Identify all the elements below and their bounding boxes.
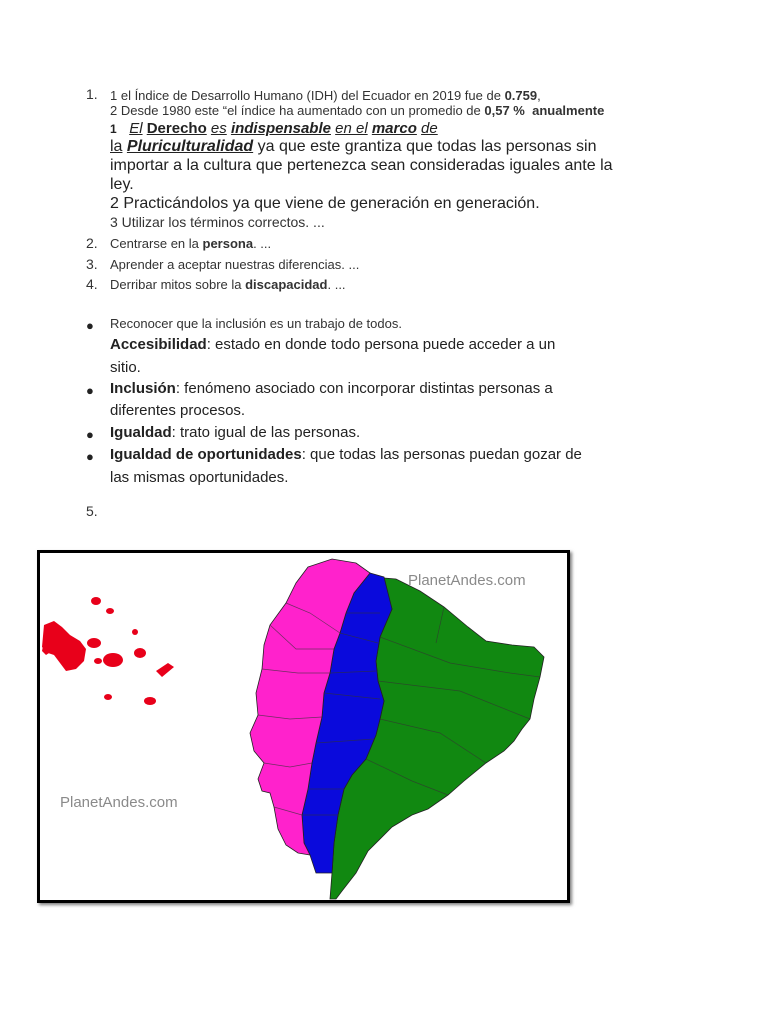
bullet-icon: ● (86, 318, 94, 333)
island (132, 629, 138, 635)
list-number-5: 5. (86, 503, 98, 519)
derecho-line2 (110, 138, 596, 156)
term-igualdad-oportunidades: Igualdad de oportunidades (110, 446, 302, 463)
word-la: la (110, 138, 123, 155)
growth-unit: anualmente (532, 103, 605, 118)
bullet-icon: ● (86, 427, 94, 442)
list-item-4 (110, 277, 346, 292)
watermark-top: PlanetAndes.com (408, 572, 526, 589)
island (144, 697, 156, 705)
def-inclusion: : fenómeno asociado con incorporar distintas personas a (175, 380, 553, 397)
igualdad-line (110, 424, 360, 441)
ecuador-regions-map (37, 550, 570, 903)
growth-text: 2 Desde 1980 este “el índice ha aumentado con un promedio de (110, 103, 485, 118)
idh-suffix: , (537, 88, 541, 103)
derecho-line1 (110, 120, 438, 137)
practicandolos-line: 2 Practicándolos ya que viene de generación en generación. (110, 195, 540, 212)
word-es: es (210, 120, 227, 137)
word-derecho: Derecho (146, 120, 207, 137)
item2-text: Centrarse en la (110, 236, 203, 251)
derecho-line2-rest: ya que este grantiza que todas las personas sin (253, 138, 597, 155)
word-marco: marco (371, 120, 417, 137)
word-en-el: en el (335, 120, 368, 137)
accesibilidad-line2: sitio. (110, 359, 141, 376)
word-de: de (421, 120, 438, 137)
derecho-line3: importar a la cultura que pertenezca sean consideradas iguales ante la (110, 157, 613, 174)
word-indispensable: indispensable (230, 120, 331, 137)
term-accesibilidad: Accesibilidad (110, 336, 207, 353)
word-el: El (129, 120, 143, 137)
def-oportunidades: : que todas las personas puedan gozar de (301, 446, 582, 463)
list-item-2 (110, 236, 271, 251)
idh-text: 1 el Índice de Desarrollo Humano (IDH) del Ecuador en 2019 fue de (110, 88, 505, 103)
bullet-1-text: Reconocer que la inclusión es un trabajo de todos. (110, 316, 402, 331)
idh-sentence (110, 88, 541, 103)
island (106, 608, 114, 614)
def-igualdad: : trato igual de las personas. (171, 424, 361, 441)
growth-value: 0,57 % (484, 103, 525, 118)
accesibilidad-line1 (110, 336, 555, 353)
inclusion-line1 (110, 380, 553, 397)
item4-text: Derribar mitos sobre la (110, 277, 246, 292)
list-number-1: 1. (86, 86, 98, 102)
def-accesibilidad: : estado en donde todo persona puede acceder a un (206, 336, 556, 353)
island (104, 694, 112, 700)
island (94, 658, 102, 664)
bullet-icon: ● (86, 449, 94, 464)
item4-suffix: . ... (327, 277, 346, 292)
oportunidades-line1 (110, 446, 582, 463)
island (91, 597, 101, 605)
island (103, 653, 123, 667)
term-inclusion: Inclusión (110, 380, 176, 397)
list-number-2: 2. (86, 235, 98, 251)
idh-growth-sentence (110, 103, 604, 118)
derecho-line4: ley. (110, 176, 134, 193)
derecho-num: 1 (110, 122, 117, 136)
map-graphic (40, 553, 567, 900)
idh-value: 0.759 (504, 88, 538, 103)
island (87, 638, 101, 648)
island (156, 663, 174, 677)
galapagos-islands (42, 597, 174, 705)
list-number-4: 4. (86, 276, 98, 292)
oportunidades-line2: las mismas oportunidades. (110, 469, 289, 486)
island (134, 648, 146, 658)
item2-suffix: . ... (253, 236, 272, 251)
inclusion-line2: diferentes procesos. (110, 402, 246, 419)
word-pluriculturalidad: Pluriculturalidad (126, 138, 254, 155)
list-item-3: Aprender a aceptar nuestras diferencias. ... (110, 257, 360, 272)
terminos-line: 3 Utilizar los términos correctos. ... (110, 214, 325, 230)
bullet-icon: ● (86, 383, 94, 398)
list-number-3: 3. (86, 256, 98, 272)
item2-bold: persona (202, 236, 254, 251)
item4-bold: discapacidad (245, 277, 328, 292)
watermark-bottom: PlanetAndes.com (60, 794, 178, 811)
term-igualdad: Igualdad (110, 424, 172, 441)
